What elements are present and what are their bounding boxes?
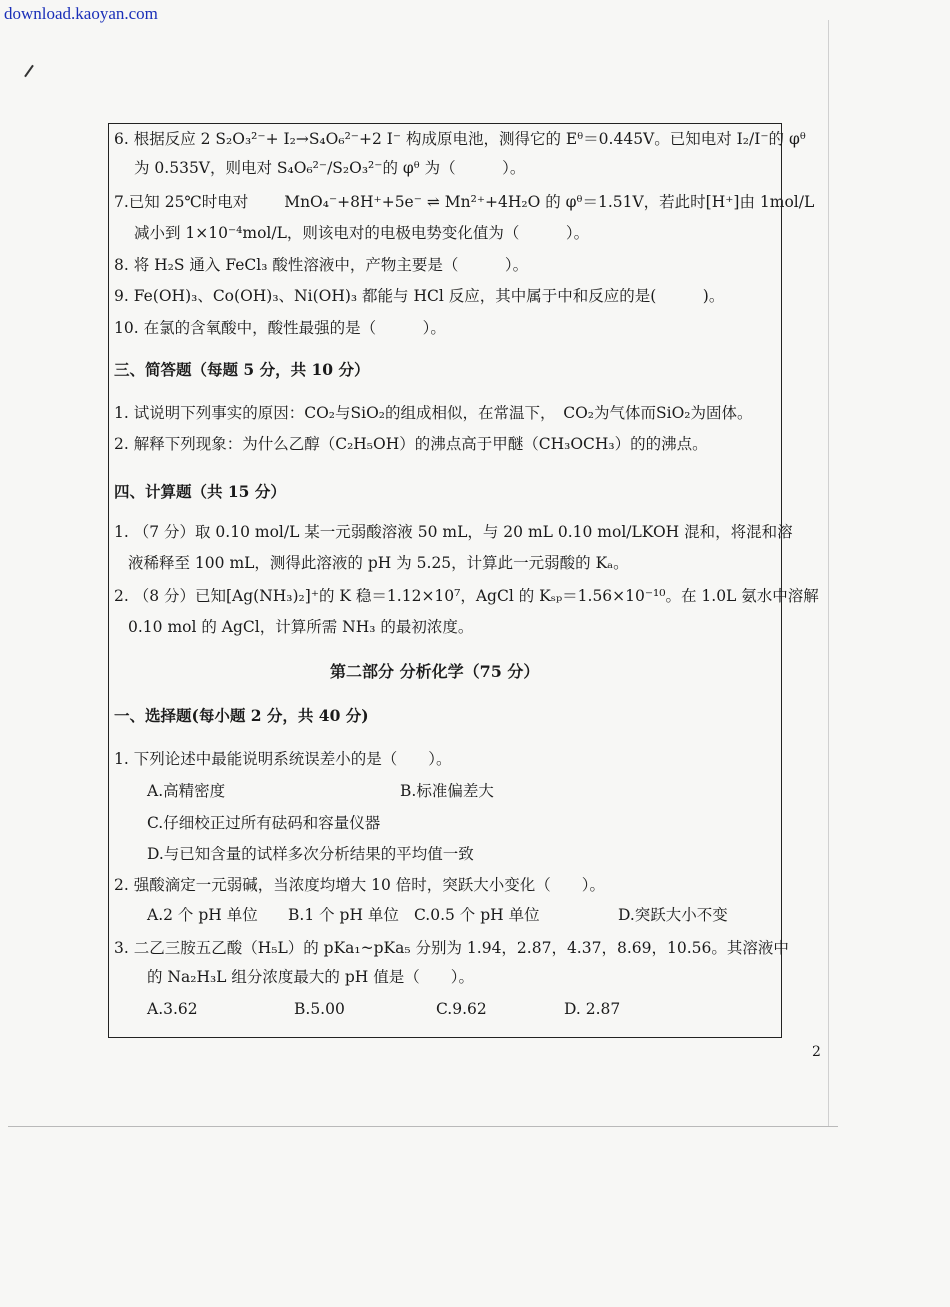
- section-3-heading: 三、简答题（每题 5 分，共 10 分）: [114, 360, 370, 379]
- question-10: 10. 在氯的含氧酸中，酸性最强的是（ ）。: [114, 319, 446, 337]
- choice-3-option-c: C.9.62: [436, 1000, 487, 1018]
- choice-section-heading: 一、选择题(每小题 2 分，共 40 分): [114, 706, 369, 725]
- choice-2-stem: 2. 强酸滴定一元弱碱，当浓度均增大 10 倍时，突跃大小变化（ ）。: [114, 876, 606, 894]
- choice-1-option-d: D.与已知含量的试样多次分析结果的平均值一致: [147, 845, 474, 863]
- calc-1-line-1: 1. （7 分）取 0.10 mol/L 某一元弱酸溶液 50 mL，与 20 mL 0.10 mol/LKOH 混和，将混和溶: [114, 523, 793, 541]
- choice-3-line-1: 3. 二乙三胺五乙酸（H₅L）的 pKa₁~pKa₅ 分别为 1.94，2.87，4.37，8.69，10.56。其溶液中: [114, 939, 789, 957]
- pen-mark: [24, 65, 34, 78]
- choice-2-option-d: D.突跃大小不变: [618, 906, 728, 924]
- short-answer-1: 1. 试说明下列事实的原因：CO₂与SiO₂的组成相似，在常温下， CO₂为气体而SiO₂为固体。: [114, 404, 753, 422]
- choice-3-option-b: B.5.00: [294, 1000, 345, 1018]
- choice-1-option-a: A.高精密度: [147, 782, 226, 800]
- choice-2-option-a: A.2 个 pH 单位: [147, 906, 258, 924]
- short-answer-2: 2. 解释下列现象：为什么乙醇（C₂H₅OH）的沸点高于甲醚（CH₃OCH₃）的的沸点。: [114, 435, 708, 453]
- page-right-edge: [828, 20, 829, 1126]
- question-6-line-1: 6. 根据反应 2 S₂O₃²⁻+ I₂→S₄O₆²⁻+2 I⁻ 构成原电池，测得它的 Eᶿ＝0.445V。已知电对 I₂/I⁻的 φᶿ: [114, 130, 806, 148]
- choice-2-option-c: C.0.5 个 pH 单位: [414, 906, 540, 924]
- choice-2-option-b: B.1 个 pH 单位: [288, 906, 399, 924]
- question-7-line-1: 7.已知 25℃时电对 MnO₄⁻+8H⁺+5e⁻ ⇌ Mn²⁺+4H₂O 的 φᶿ＝1.51V，若此时[H⁺]由 1mol/L: [114, 193, 815, 211]
- question-8: 8. 将 H₂S 通入 FeCl₃ 酸性溶液中，产物主要是（ ）。: [114, 256, 529, 274]
- page-bottom-edge: [8, 1126, 838, 1127]
- calc-2-line-2: 0.10 mol 的 AgCl，计算所需 NH₃ 的最初浓度。: [128, 618, 474, 636]
- section-4-heading: 四、计算题（共 15 分）: [114, 482, 286, 501]
- page-number: 2: [812, 1044, 821, 1060]
- question-9: 9. Fe(OH)₃、Co(OH)₃、Ni(OH)₃ 都能与 HCl 反应，其中属于中和反应的是( )。: [114, 287, 725, 305]
- question-7-line-2: 减小到 1×10⁻⁴mol/L，则该电对的电极电势变化值为（ ）。: [134, 224, 590, 242]
- calc-1-line-2: 液稀释至 100 mL，测得此溶液的 pH 为 5.25，计算此一元弱酸的 Kₐ。: [128, 554, 629, 572]
- choice-3-line-2: 的 Na₂H₃L 组分浓度最大的 pH 值是（ ）。: [147, 968, 474, 986]
- choice-1-option-c: C.仔细校正过所有砝码和容量仪器: [147, 814, 381, 832]
- part-2-title: 第二部分 分析化学（75 分）: [330, 662, 540, 681]
- choice-3-option-a: A.3.62: [147, 1000, 198, 1018]
- choice-1-stem: 1. 下列论述中最能说明系统误差小的是（ ）。: [114, 750, 452, 768]
- question-6-line-2: 为 0.535V，则电对 S₄O₆²⁻/S₂O₃²⁻的 φᶿ 为（ ）。: [134, 159, 526, 177]
- choice-1-option-b: B.标准偏差大: [400, 782, 494, 800]
- watermark-url[interactable]: download.kaoyan.com: [4, 4, 158, 23]
- choice-3-option-d: D. 2.87: [564, 1000, 621, 1018]
- calc-2-line-1: 2. （8 分）已知[Ag(NH₃)₂]⁺的 K 稳＝1.12×10⁷，AgCl 的 Kₛₚ＝1.56×10⁻¹⁰。在 1.0L 氨水中溶解: [114, 587, 819, 605]
